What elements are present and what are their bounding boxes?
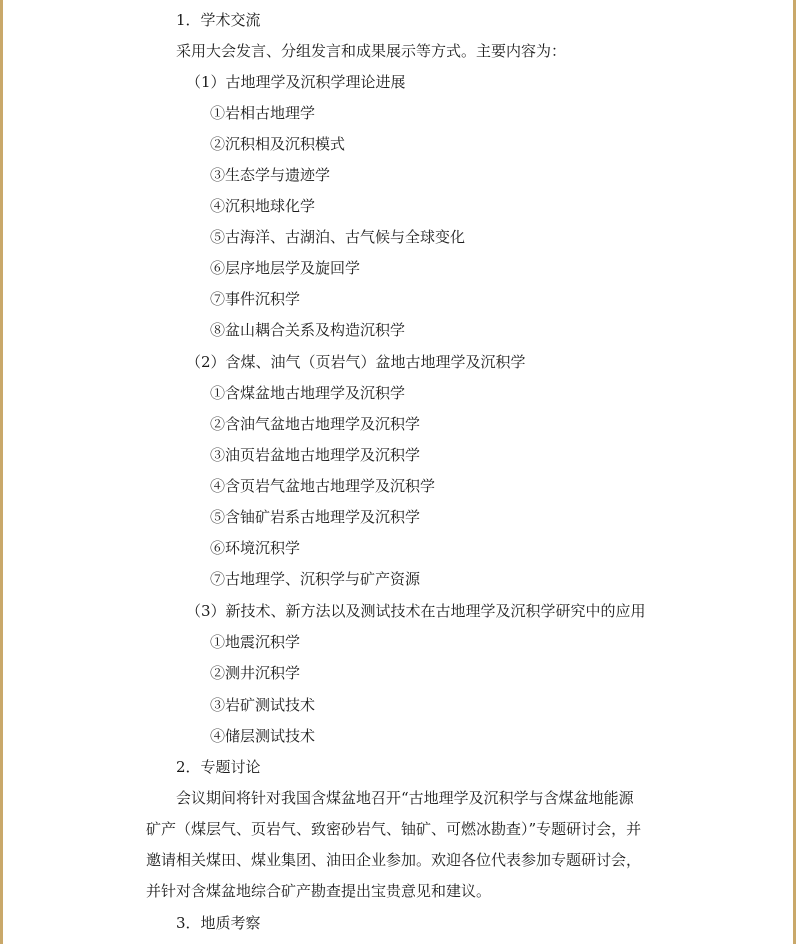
list-item: ⑦古地理学、沉积学与矿产资源: [210, 570, 421, 588]
list-item: ④含页岩气盆地古地理学及沉积学: [210, 477, 436, 495]
list-item: ①地震沉积学: [210, 633, 301, 651]
list-item: ④沉积地球化学: [210, 197, 316, 215]
list-item: ⑥环境沉积学: [210, 539, 301, 557]
list-item: ⑥层序地层学及旋回学: [210, 259, 361, 277]
list-item: ③生态学与遗迹学: [210, 166, 331, 184]
section-heading: 1．学术交流: [176, 11, 261, 29]
paragraph-line: 邀请相关煤田、煤业集团、油田企业参加。欢迎各位代表参加专题研讨会，: [146, 851, 642, 869]
paragraph-line: 采用大会发言、分组发言和成果展示等方式。主要内容为：: [176, 42, 567, 60]
list-item: ⑤古海洋、古湖泊、古气候与全球变化: [210, 228, 466, 246]
paragraph-line: 并针对含煤盆地综合矿产勘查提出宝贵意见和建议。: [146, 882, 492, 900]
section-heading: 2．专题讨论: [176, 758, 261, 776]
list-item: ②沉积相及沉积模式: [210, 135, 346, 153]
list-item: ②测井沉积学: [210, 664, 301, 682]
list-item: ⑦事件沉积学: [210, 290, 301, 308]
list-item: ④储层测试技术: [210, 727, 316, 745]
list-item: ①含煤盆地古地理学及沉积学: [210, 384, 406, 402]
list-item: ⑤含铀矿岩系古地理学及沉积学: [210, 508, 421, 526]
subsection-heading: （3）新技术、新方法以及测试技术在古地理学及沉积学研究中的应用: [186, 602, 646, 620]
paragraph-line: 矿产（煤层气、页岩气、致密砂岩气、铀矿、可燃冰勘查）”专题研讨会，并: [146, 820, 642, 838]
list-item: ③岩矿测试技术: [210, 696, 316, 714]
section-heading: 3．地质考察: [176, 914, 261, 932]
paragraph-line: 会议期间将针对我国含煤盆地召开“古地理学及沉积学与含煤盆地能源: [176, 789, 634, 807]
list-item: ③油页岩盆地古地理学及沉积学: [210, 446, 421, 464]
list-item: ⑧盆山耦合关系及构造沉积学: [210, 321, 406, 339]
subsection-heading: （2）含煤、油气（页岩气）盆地古地理学及沉积学: [186, 353, 526, 371]
subsection-heading: （1）古地理学及沉积学理论进展: [186, 73, 406, 91]
list-item: ①岩相古地理学: [210, 104, 316, 122]
list-item: ②含油气盆地古地理学及沉积学: [210, 415, 421, 433]
